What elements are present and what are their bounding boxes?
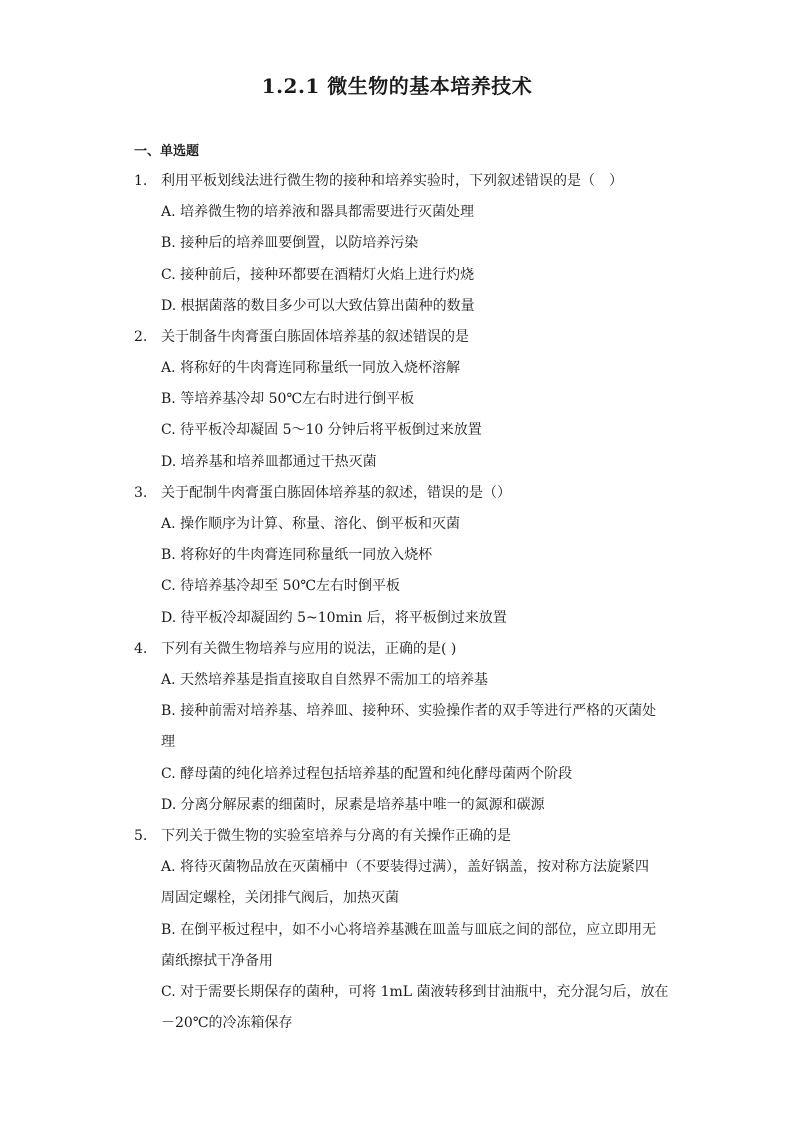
- option-line: C. 待平板冷却凝固 5～10 分钟后将平板倒过来放置: [161, 422, 482, 438]
- question-number: 5.: [134, 828, 148, 844]
- section-heading: 一、单选题: [134, 144, 200, 159]
- option-continuation: 理: [161, 734, 175, 750]
- option-line: A. 天然培养基是指直接取自自然界不需加工的培养基: [161, 672, 489, 688]
- question-number: 3.: [134, 485, 148, 501]
- option-line: A. 培养微生物的培养液和器具都需要进行灭菌处理: [161, 204, 475, 220]
- option-line: B. 在倒平板过程中，如不小心将培养基溅在皿盖与皿底之间的部位，应立即用无: [161, 922, 657, 938]
- option-line: D. 待平板冷却凝固约 5~10min 后，将平板倒过来放置: [161, 610, 507, 626]
- option-line: A. 操作顺序为计算、称量、溶化、倒平板和灭菌: [161, 516, 461, 532]
- option-line: D. 根据菌落的数目多少可以大致估算出菌种的数量: [161, 298, 475, 314]
- option-continuation: －20℃的冷冻箱保存: [161, 1015, 293, 1031]
- option-line: D. 培养基和培养皿都通过干热灭菌: [161, 454, 377, 470]
- option-line: B. 接种后的培养皿要倒置，以防培养污染: [161, 235, 419, 251]
- question-stem: 关于配制牛肉膏蛋白胨固体培养基的叙述，错误的是（）: [161, 485, 511, 501]
- option-line: C. 接种前后，接种环都要在酒精灯火焰上进行灼烧: [161, 267, 475, 283]
- option-line: A. 将待灭菌物品放在灭菌桶中（不要装得过满），盖好锅盖，按对称方法旋紧四: [161, 859, 650, 875]
- question-number: 1.: [134, 173, 148, 189]
- question-stem: 关于制备牛肉膏蛋白胨固体培养基的叙述错误的是: [161, 329, 469, 345]
- option-line: B. 接种前需对培养基、培养皿、接种环、实验操作者的双手等进行严格的灭菌处: [161, 703, 657, 719]
- option-line: A. 将称好的牛肉膏连同称量纸一同放入烧杯溶解: [161, 360, 461, 376]
- question-stem: 利用平板划线法进行微生物的接种和培养实验时，下列叙述错误的是（ ）: [161, 173, 623, 189]
- question-stem: 下列有关微生物培养与应用的说法，正确的是( ): [161, 641, 457, 657]
- option-line: D. 分离分解尿素的细菌时，尿素是培养基中唯一的氮源和碳源: [161, 797, 545, 813]
- option-line: B. 将称好的牛肉膏连同称量纸一同放入烧杯: [161, 547, 433, 563]
- option-line: C. 对于需要长期保存的菌种，可将 1mL 菌液转移到甘油瓶中，充分混匀后，放在: [161, 984, 669, 1000]
- option-continuation: 菌纸擦拭干净备用: [161, 953, 273, 969]
- question-number: 4.: [134, 641, 148, 657]
- option-line: C. 待培养基冷却至 50℃左右时倒平板: [161, 578, 401, 594]
- question-stem: 下列关于微生物的实验室培养与分离的有关操作正确的是: [161, 828, 511, 844]
- page-title: 1.2.1 微生物的基本培养技术: [261, 74, 533, 98]
- option-line: C. 酵母菌的纯化培养过程包括培养基的配置和纯化酵母菌两个阶段: [161, 766, 573, 782]
- option-continuation: 周固定螺栓，关闭排气阀后，加热灭菌: [161, 890, 399, 906]
- question-number: 2.: [134, 329, 148, 345]
- option-line: B. 等培养基冷却 50℃左右时进行倒平板: [161, 391, 415, 407]
